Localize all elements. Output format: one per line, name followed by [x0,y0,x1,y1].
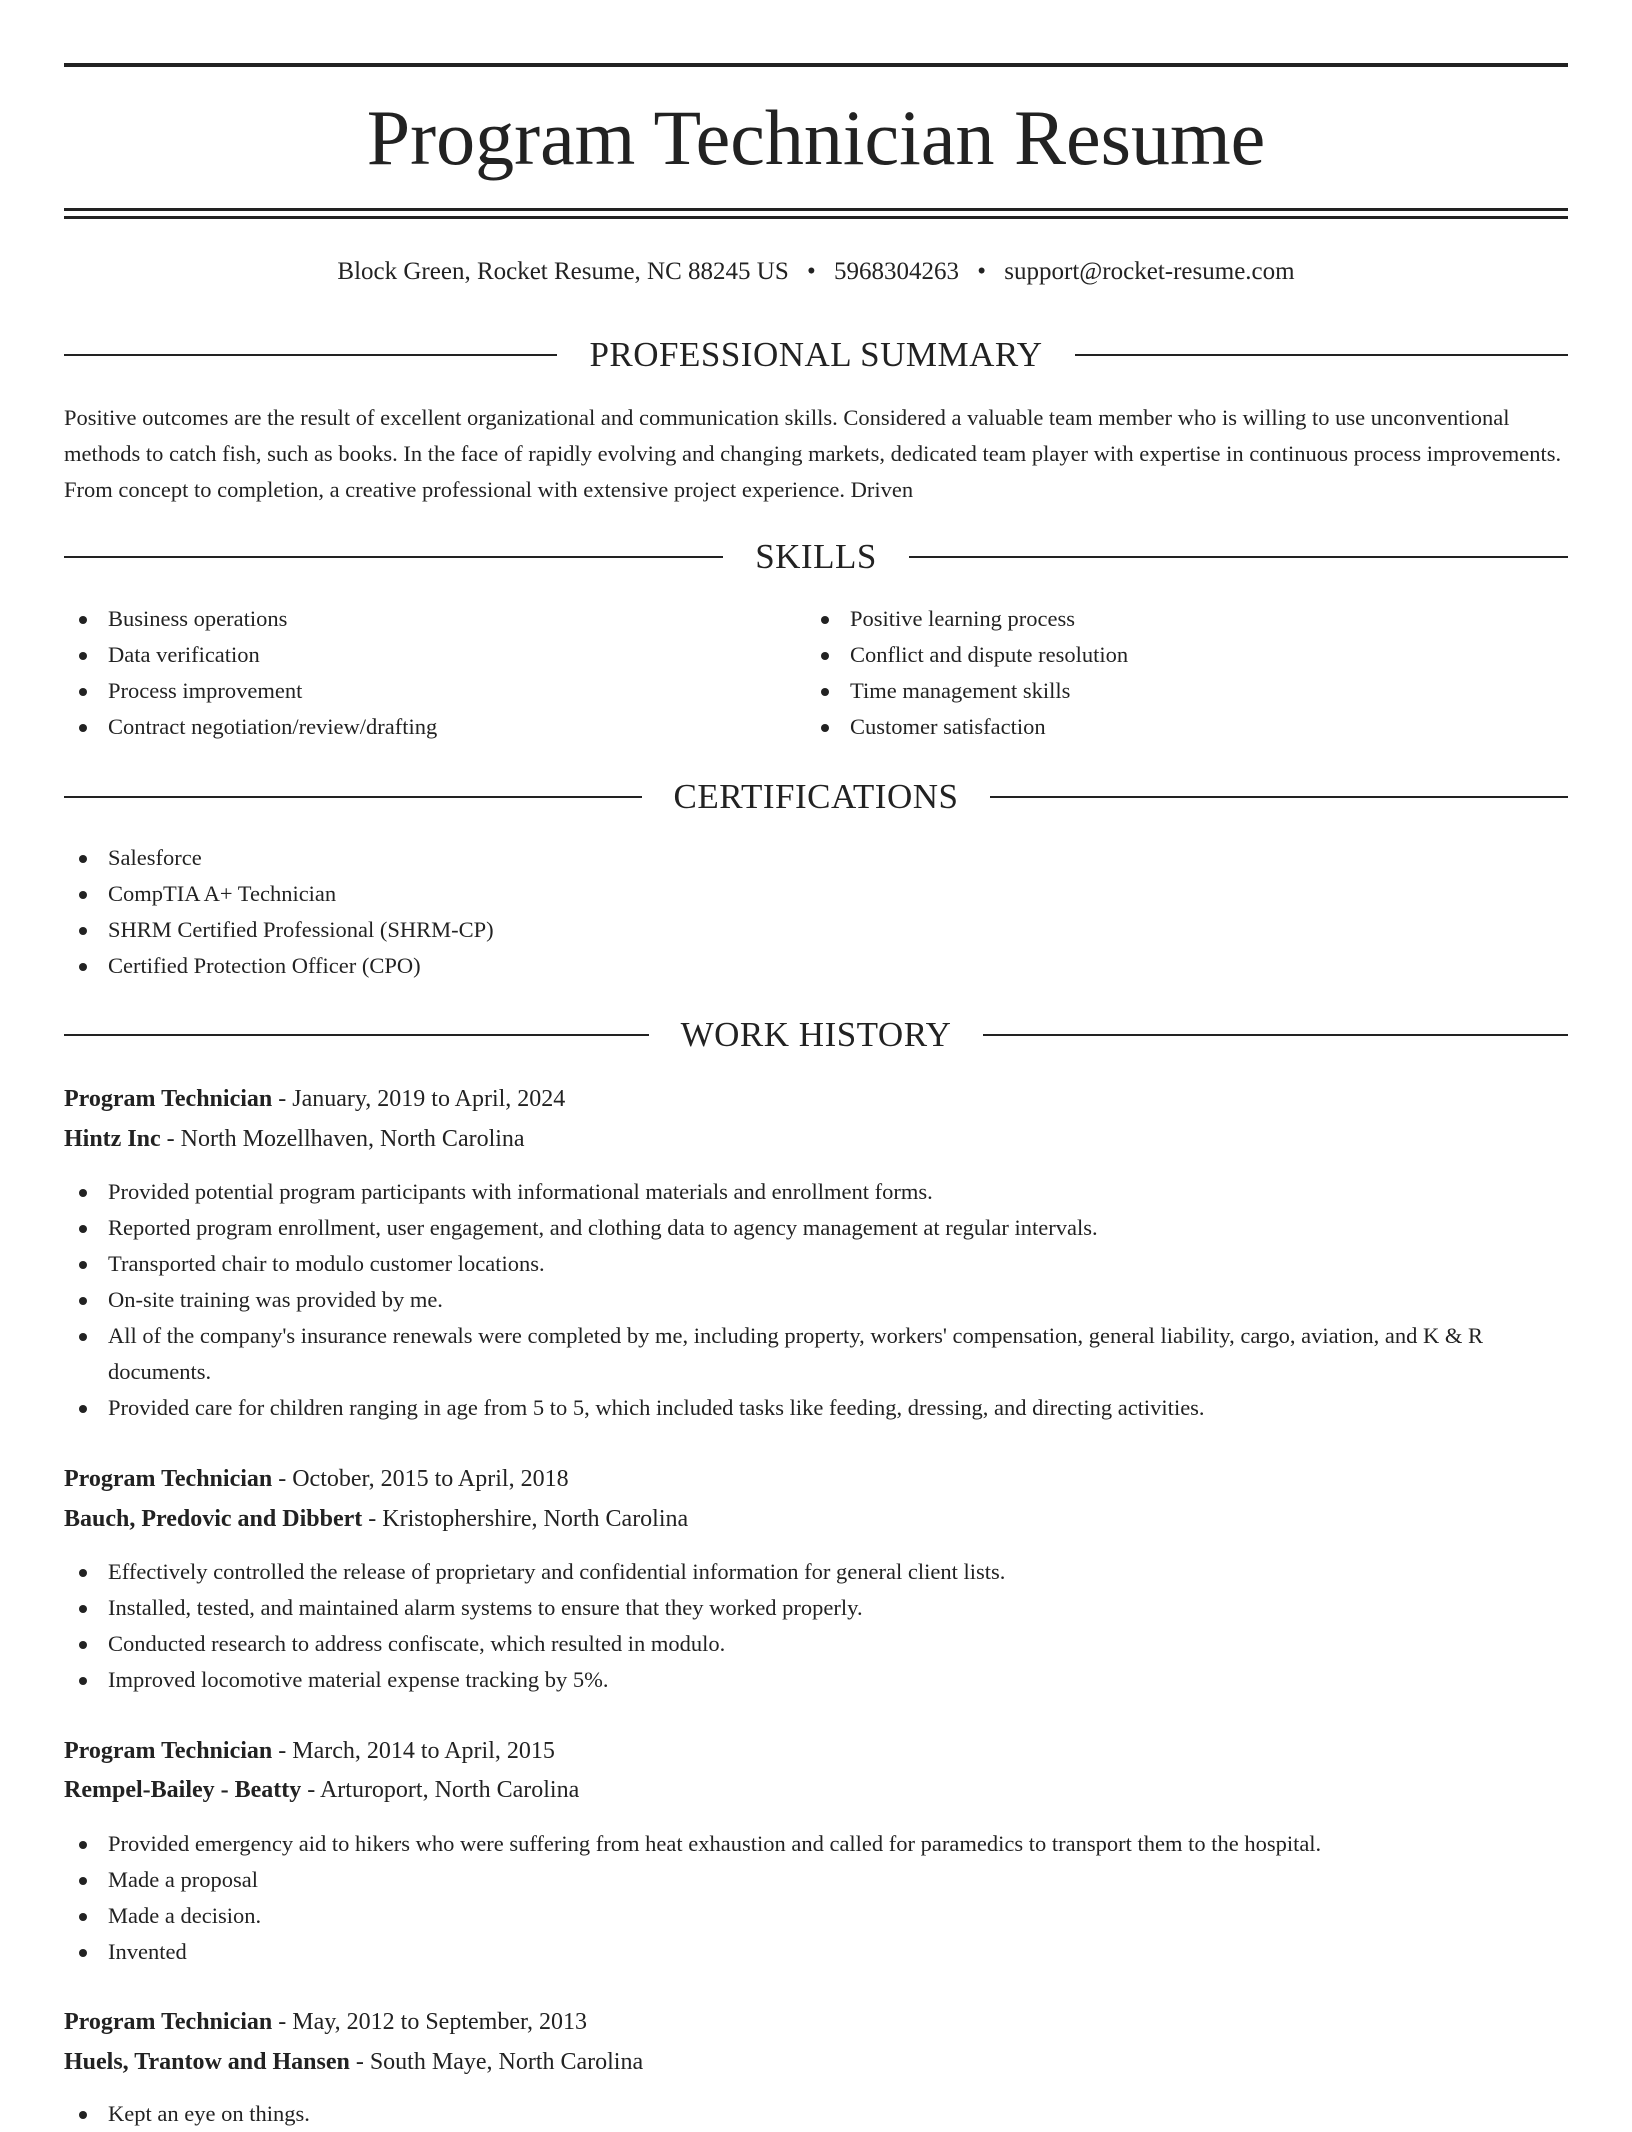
job-company-line [64,1771,1568,1809]
skill-item: Contract negotiation/review/drafting [64,709,804,745]
job-location: - Kristophershire, North Carolina [362,1506,689,1532]
job-title-line [64,1080,1568,1118]
job-location: - North Mozellhaven, North Carolina [160,1126,525,1152]
job-duty: On-site training was provided by me. [64,1282,1568,1318]
job-location: - Arturoport, North Carolina [301,1777,580,1803]
title-rule-lower [64,216,1568,219]
skill-item: Conflict and dispute resolution [806,637,1546,673]
job-duty: Kept an eye on things. [64,2096,1568,2132]
certification-item: Certified Protection Officer (CPO) [64,948,1568,984]
job-duty: Installed, tested, and maintained alarm systems to ensure that they worked properly. [64,1590,1568,1626]
section-summary-heading [64,333,1568,377]
skill-item: Data verification [64,637,804,673]
job-company: Hintz Inc [64,1126,161,1152]
job-company-line [64,2043,1568,2081]
job-company: Huels, Trantow and Hansen [64,2049,350,2075]
job-duty: Conducted research to address confiscate, which resulted in modulo. [64,1626,1568,1662]
certification-item: SHRM Certified Professional (SHRM-CP) [64,912,1568,948]
heading-rule-left [64,556,723,558]
contact-address: Block Green, Rocket Resume, NC 88245 US [337,258,789,285]
job-duty: Invented [64,1934,1568,1970]
skills-list-right [806,601,1546,745]
job-duties-list [64,1174,1568,1426]
contact-separator: • [977,258,987,285]
job-duty: Transported chair to modulo customer locations. [64,1246,1568,1282]
job-duties-list [64,1826,1568,1970]
section-title: WORK HISTORY [680,1015,952,1054]
section-work-heading [64,1013,1568,1057]
job-dates: - May, 2012 to September, 2013 [272,2009,587,2035]
job-duties-list [64,2096,1568,2132]
heading-rule-right [983,1034,1568,1036]
section-title: CERTIFICATIONS [673,777,959,816]
skill-item: Time management skills [806,673,1546,709]
job-title: Program Technician [64,1738,273,1764]
job-duty: Reported program enrollment, user engagement, and clothing data to agency management at regular intervals. [64,1210,1568,1246]
job-duties-list [64,1554,1568,1698]
job-duty: Made a proposal [64,1862,1568,1898]
job-title-line [64,1460,1568,1498]
section-certifications-heading [64,775,1568,819]
title-rule-upper [64,208,1568,211]
heading-rule-left [64,354,557,356]
job-company-line [64,1500,1568,1538]
certifications-list [64,840,1568,984]
skill-item: Business operations [64,601,804,637]
summary-text: Positive outcomes are the result of excellent organizational and communication skills. Considered a valuable team member who is willing to use unconventional methods to catch fish, such as books. In the face of rapidly evolving and changing markets, dedicated team player with expertise in continuous process improvements. From concept to completion, a creative professional with extensive project experience. Driven [64,405,1562,502]
skill-item: Positive learning process [806,601,1546,637]
certification-item: CompTIA A+ Technician [64,876,1568,912]
contact-line [64,254,1568,290]
page-title: Program Technician Resume [366,94,1266,181]
job-duty: Effectively controlled the release of proprietary and confidential information for general client lists. [64,1554,1568,1590]
job-duty: All of the company's insurance renewals were completed by me, including property, workers' compensation, general liability, cargo, aviation, and K & R documents. [64,1318,1568,1390]
contact-phone: 5968304263 [834,258,960,285]
job-duty: Provided care for children ranging in age from 5 to 5, which included tasks like feeding, dressing, and directing activities. [64,1390,1568,1426]
certification-item: Salesforce [64,840,1568,876]
heading-rule-right [990,796,1568,798]
job-title: Program Technician [64,2009,273,2035]
contact-separator: • [807,258,816,285]
job-duty: Made a decision. [64,1898,1568,1934]
job-dates: - January, 2019 to April, 2024 [272,1086,566,1112]
job-dates: - March, 2014 to April, 2015 [272,1738,555,1764]
job-dates: - October, 2015 to April, 2018 [272,1466,569,1492]
heading-rule-right [1075,354,1568,356]
job-title-line [64,2003,1568,2041]
section-title: PROFESSIONAL SUMMARY [589,335,1043,374]
job-company-line [64,1120,1568,1158]
contact-email: support@rocket-resume.com [1004,258,1295,285]
job-company: Rempel-Bailey - Beatty [64,1777,302,1803]
job-duty: Provided potential program participants with informational materials and enrollment forms. [64,1174,1568,1210]
skills-list-left [64,601,804,745]
job-title-line [64,1732,1568,1770]
job-company: Bauch, Predovic and Dibbert [64,1506,363,1532]
job-duty: Provided emergency aid to hikers who were suffering from heat exhaustion and called for paramedics to transport them to the hospital. [64,1826,1568,1862]
skill-item: Customer satisfaction [806,709,1546,745]
top-rule [64,63,1568,67]
section-skills-heading [64,535,1568,579]
heading-rule-right [909,556,1568,558]
job-title: Program Technician [64,1466,273,1492]
job-duty: Improved locomotive material expense tracking by 5%. [64,1662,1568,1698]
job-location: - South Maye, North Carolina [349,2049,644,2075]
heading-rule-left [64,1034,649,1036]
heading-rule-left [64,796,642,798]
section-title: SKILLS [755,537,877,576]
skill-item: Process improvement [64,673,804,709]
job-title: Program Technician [64,1086,273,1112]
